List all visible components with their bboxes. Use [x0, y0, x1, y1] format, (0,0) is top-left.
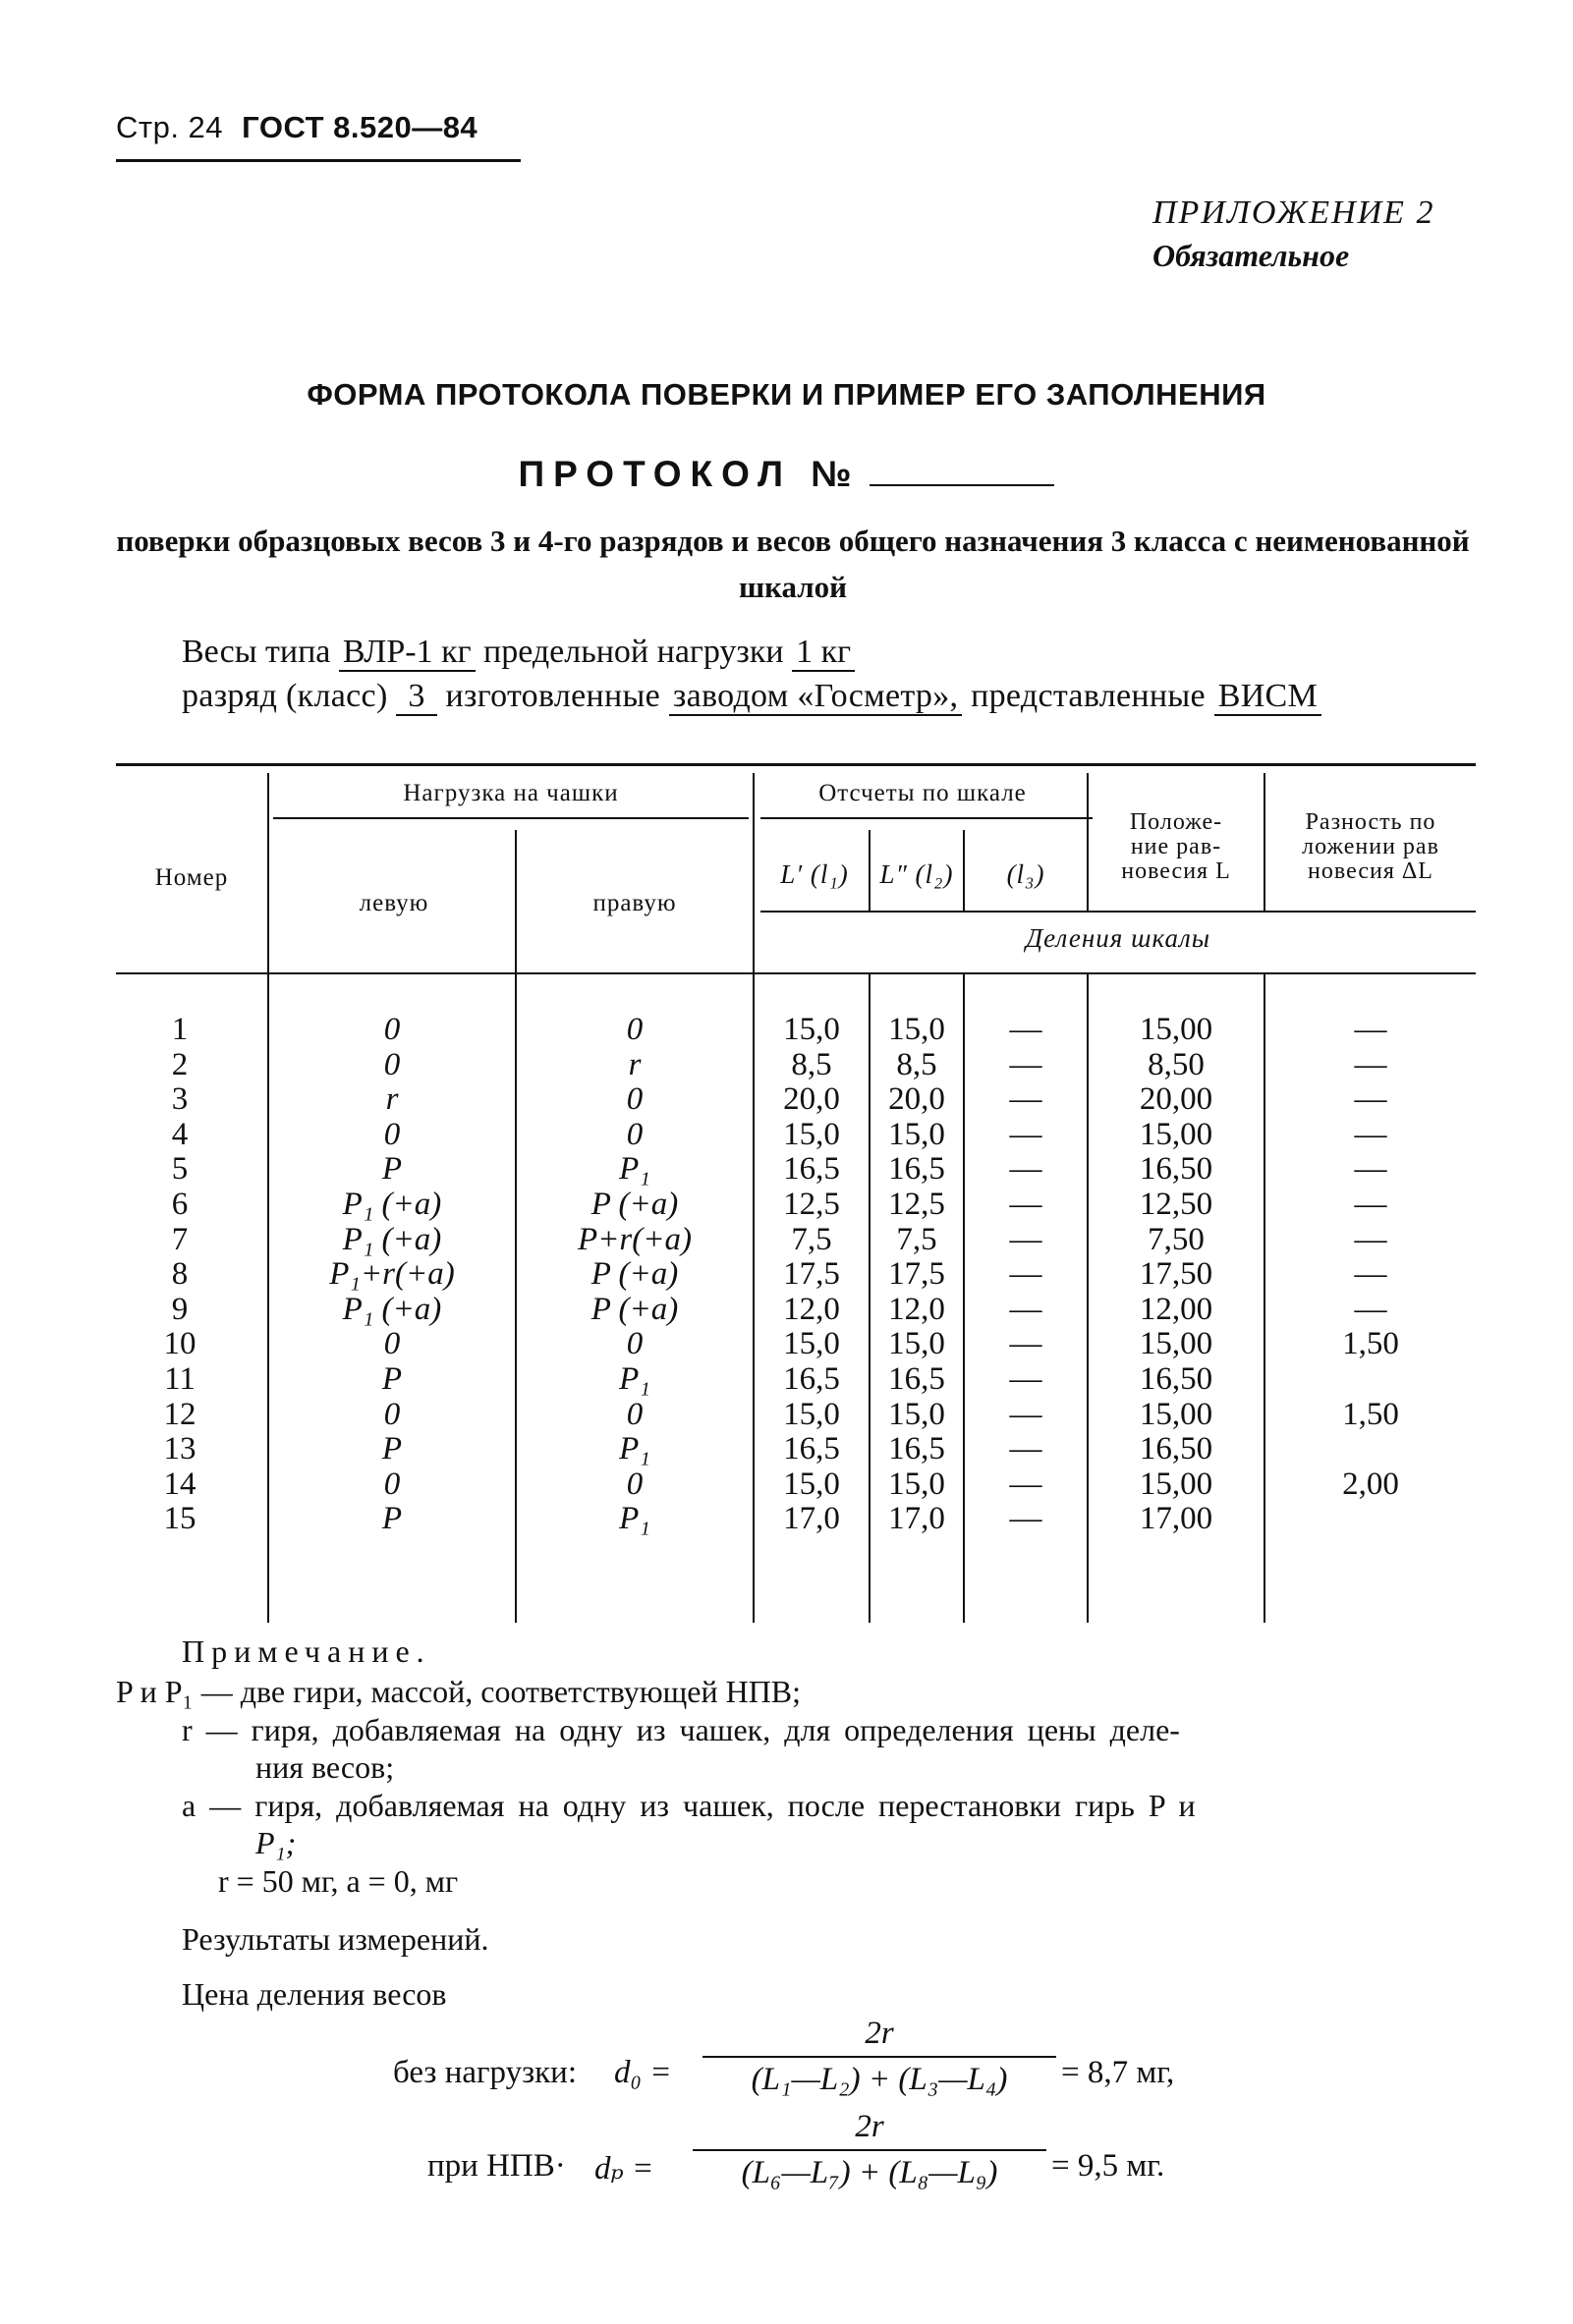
column-l3 — [965, 1013, 1087, 1537]
table-cell-number: 14 — [163, 1466, 197, 1502]
main-title: ФОРМА ПРОТОКОЛА ПОВЕРКИ И ПРИМЕР ЕГО ЗАПОЛНЕНИЯ — [307, 377, 1266, 412]
results-heading: Результаты измерений. — [182, 1921, 489, 1957]
formula-no-load-label: без нагрузки: — [393, 2055, 577, 2090]
table-cell-left: 0 — [383, 1396, 401, 1432]
table-cell-position: 15,00 — [1139, 1326, 1213, 1362]
table-cell-position: 7,50 — [1148, 1221, 1205, 1257]
intro-line-1 — [182, 634, 855, 671]
table-cell-difference: — — [1354, 1116, 1387, 1152]
table-cell-number: 15 — [163, 1501, 197, 1537]
appendix-label: ПРИЛОЖЕНИЕ 2 — [1152, 194, 1435, 231]
table-cell-number: 2 — [171, 1046, 189, 1082]
protocol-title — [0, 454, 1573, 495]
submitted-by-value: ВИСМ — [1214, 678, 1321, 716]
appendix-status: Обязательное — [1152, 238, 1350, 273]
table-cell-left: 0 — [383, 1116, 401, 1152]
table-cell-position: 17,50 — [1139, 1256, 1213, 1293]
table-cell-left: 0 — [383, 1046, 401, 1082]
division-heading: Цена деления весов — [182, 1976, 447, 2012]
column-position — [1089, 1013, 1264, 1537]
maker-value: заводом «Госметр», — [669, 678, 962, 716]
note-1: P и P₁ — две гири, массой, соответствующей НПВ; — [116, 1674, 802, 1709]
load-group-rule — [273, 817, 749, 819]
table-cell-number: 12 — [163, 1396, 197, 1432]
table-cell-l2: 16,5 — [888, 1431, 945, 1467]
table-cell-number: 6 — [171, 1186, 189, 1222]
formula-npv-result: = 9,5 мг. — [1051, 2148, 1165, 2184]
header-position: Положе- ние рав- новесия L — [1121, 809, 1231, 884]
column-difference — [1265, 1013, 1476, 1537]
table-cell-l3: — — [1009, 1256, 1042, 1293]
scale-type-value: ВЛР-1 кг — [339, 634, 476, 672]
table-cell-l3: — — [1009, 1431, 1042, 1467]
header-l1: L′ (l₁) — [780, 859, 849, 889]
table-cell-l3: — — [1009, 1221, 1042, 1257]
table-cell-l1: 16,5 — [783, 1360, 840, 1397]
table-cell-l2: 16,5 — [888, 1360, 945, 1397]
table-cell-l3: — — [1009, 1186, 1042, 1222]
table-cell-number: 9 — [171, 1291, 189, 1327]
table-cell-number: 5 — [171, 1151, 189, 1188]
formula-no-load-fraction — [702, 2016, 1056, 2098]
table-cell-difference: — — [1354, 1012, 1387, 1047]
table-cell-l1: 12,5 — [783, 1186, 840, 1222]
table-cell-l2: 16,5 — [888, 1151, 945, 1188]
table-cell-left: 0 — [383, 1012, 401, 1047]
table-cell-left: P — [381, 1501, 403, 1537]
table-cell-l2: 15,0 — [888, 1326, 945, 1362]
table-cell-l2: 20,0 — [888, 1081, 945, 1118]
table-cell-l1: 8,5 — [791, 1046, 832, 1082]
intro-line-2 — [182, 678, 1321, 715]
note-title: Примечание. — [182, 1633, 431, 1669]
table-cell-right: P₁ — [619, 1501, 650, 1537]
table-cell-l3: — — [1009, 1151, 1042, 1188]
table-cell-position: 8,50 — [1148, 1046, 1205, 1082]
header-units: Деления шкалы — [1025, 923, 1210, 953]
protocol-number-blank — [870, 455, 1054, 486]
table-cell-position: 16,50 — [1139, 1431, 1213, 1467]
table-cell-l1: 16,5 — [783, 1431, 840, 1467]
table-top-rule — [116, 763, 1476, 766]
table-cell-l3: — — [1009, 1012, 1042, 1047]
column-l1 — [755, 1013, 869, 1537]
table-cell-left: P — [381, 1360, 403, 1397]
table-cell-l2: 12,5 — [888, 1186, 945, 1222]
page-label: Стр. 24 — [116, 110, 224, 144]
table-cell-number: 3 — [171, 1081, 189, 1118]
column-right-pan — [517, 1013, 753, 1537]
column-number — [116, 1013, 244, 1537]
table-cell-right: P (+a) — [590, 1256, 679, 1293]
table-cell-right: r — [628, 1046, 642, 1082]
table-cell-difference — [1265, 1362, 1476, 1398]
table-cell-left: P — [381, 1151, 403, 1188]
table-cell-l1: 15,0 — [783, 1396, 840, 1432]
table-cell-left: 0 — [383, 1466, 401, 1502]
table-cell-number: 13 — [163, 1431, 197, 1467]
table-cell-difference — [1265, 1502, 1476, 1537]
table-cell-left: P₁ (+a) — [342, 1291, 442, 1327]
max-load-value: 1 кг — [792, 634, 855, 672]
table-cell-difference: — — [1354, 1221, 1387, 1257]
table-cell-left: P₁+r(+a) — [329, 1256, 455, 1293]
note-3a: a — гиря, добавляемая на одну из чашек, после перестановки гирь P и — [182, 1788, 1196, 1823]
table-cell-l2: 17,5 — [888, 1256, 945, 1293]
table-cell-difference: 1,50 — [1342, 1326, 1399, 1362]
formula-npv-lhs: dₚ = — [594, 2151, 654, 2186]
table-cell-l2: 15,0 — [888, 1116, 945, 1152]
table-cell-right: P (+a) — [590, 1291, 679, 1327]
class-value: 3 — [396, 678, 436, 716]
table-cell-position: 15,00 — [1139, 1012, 1213, 1047]
table-cell-l3: — — [1009, 1396, 1042, 1432]
table-cell-l2: 8,5 — [896, 1046, 937, 1082]
intro-submitted-label: представленные — [971, 678, 1206, 714]
table-cell-l3: — — [1009, 1360, 1042, 1397]
table-cell-l1: 7,5 — [791, 1221, 832, 1257]
table-cell-right: P₁ — [619, 1151, 650, 1188]
table-cell-right: 0 — [626, 1396, 644, 1432]
fraction-bar — [693, 2149, 1046, 2151]
table-cell-l3: — — [1009, 1081, 1042, 1118]
table-cell-position: 20,00 — [1139, 1081, 1213, 1118]
header-bottom-rule — [116, 972, 1476, 974]
table-cell-position: 15,00 — [1139, 1466, 1213, 1502]
intro-type-label: Весы типа — [182, 634, 331, 670]
table-cell-l2: 12,0 — [888, 1291, 945, 1327]
table-cell-number: 10 — [163, 1326, 197, 1362]
table-cell-right: 0 — [626, 1116, 644, 1152]
readings-group-rule — [760, 817, 1093, 819]
header-difference: Разность по ложении рав новесия ΔL — [1302, 809, 1439, 884]
note-2a: r — гиря, добавляемая на одну из чашек, для определения цены деле- — [182, 1712, 1180, 1747]
table-cell-right: 0 — [626, 1081, 644, 1118]
table-cell-difference: — — [1354, 1291, 1387, 1327]
table-cell-l3: — — [1009, 1291, 1042, 1327]
standard-number: ГОСТ 8.520—84 — [242, 110, 478, 144]
formula-npv-fraction — [693, 2109, 1046, 2191]
table-cell-position: 16,50 — [1139, 1151, 1213, 1188]
units-rule — [760, 911, 1476, 913]
formula-no-load-result: = 8,7 мг, — [1061, 2055, 1175, 2090]
table-cell-l1: 15,0 — [783, 1326, 840, 1362]
table-cell-l3: — — [1009, 1326, 1042, 1362]
table-cell-l1: 15,0 — [783, 1012, 840, 1047]
table-cell-right: 0 — [626, 1326, 644, 1362]
table-cell-difference: — — [1354, 1256, 1387, 1293]
table-cell-left: r — [385, 1081, 399, 1118]
table-cell-left: P₁ (+a) — [342, 1186, 442, 1222]
table-cell-position: 15,00 — [1139, 1396, 1213, 1432]
table-cell-number: 7 — [171, 1221, 189, 1257]
protocol-title-text: ПРОТОКОЛ № — [518, 454, 861, 494]
table-cell-difference — [1265, 1432, 1476, 1467]
table-cell-position: 12,50 — [1139, 1186, 1213, 1222]
table-cell-number: 1 — [171, 1012, 189, 1047]
formula-no-load-lhs: d₀ = — [614, 2055, 672, 2090]
table-cell-l1: 12,0 — [783, 1291, 840, 1327]
table-cell-difference: 2,00 — [1342, 1466, 1399, 1502]
protocol-subtitle: поверки образцовых весов 3 и 4-го разрядов и весов общего назначения 3 класса с неименованной шкалой — [116, 524, 1470, 604]
table-cell-l2: 7,5 — [896, 1221, 937, 1257]
formula-npv-denominator: (L₆—L₇) + (L₈—L₉) — [741, 2155, 998, 2190]
table-cell-l3: — — [1009, 1116, 1042, 1152]
note-3b: P₁; — [255, 1825, 297, 1860]
column-l2 — [871, 1013, 963, 1537]
table-cell-right: 0 — [626, 1466, 644, 1502]
intro-load-label: предельной нагрузки — [483, 634, 784, 670]
table-cell-l1: 17,0 — [783, 1501, 840, 1537]
header-number: Номер — [154, 864, 229, 891]
column-left-pan — [269, 1013, 515, 1537]
table-cell-l1: 20,0 — [783, 1081, 840, 1118]
header-rule — [116, 159, 521, 162]
intro-class-label: разряд (класс) — [182, 678, 388, 714]
table-cell-difference: — — [1354, 1186, 1387, 1222]
formula-no-load-numerator: 2r — [865, 2016, 894, 2051]
table-cell-difference: 1,50 — [1342, 1396, 1399, 1432]
header-readings-group: Отсчеты по шкале — [818, 780, 1027, 806]
table-cell-l1: 15,0 — [783, 1116, 840, 1152]
appendix-block — [1152, 194, 1477, 274]
table-cell-l1: 16,5 — [783, 1151, 840, 1188]
table-cell-right: P₁ — [619, 1431, 650, 1467]
header-l3: (l₃) — [1006, 859, 1045, 889]
table-cell-l3: — — [1009, 1466, 1042, 1502]
table-cell-l1: 17,5 — [783, 1256, 840, 1293]
table-cell-number: 11 — [164, 1360, 196, 1397]
fraction-bar — [702, 2056, 1056, 2058]
table-cell-number: 4 — [171, 1116, 189, 1152]
table-cell-position: 12,00 — [1139, 1291, 1213, 1327]
table-cell-position: 17,00 — [1139, 1501, 1213, 1537]
table-cell-difference: — — [1354, 1081, 1387, 1118]
header-load-group: Нагрузка на чашки — [403, 780, 619, 806]
intro-maker-label: изготовленные — [445, 678, 661, 714]
table-cell-position: 16,50 — [1139, 1360, 1213, 1397]
table-cell-difference: — — [1354, 1046, 1387, 1082]
table-cell-l2: 15,0 — [888, 1466, 945, 1502]
header-l2: L″ (l₂) — [879, 859, 954, 889]
running-head — [116, 110, 478, 145]
table-cell-number: 8 — [171, 1256, 189, 1293]
table-cell-right: P (+a) — [590, 1186, 679, 1222]
table-cell-difference: — — [1354, 1151, 1387, 1188]
table-cell-l3: — — [1009, 1046, 1042, 1082]
table-cell-l2: 17,0 — [888, 1501, 945, 1537]
formula-npv-label: при НПВ· — [427, 2148, 566, 2184]
note-4: r = 50 мг, a = 0, мг — [218, 1863, 459, 1899]
table-cell-l2: 15,0 — [888, 1396, 945, 1432]
note-2b: ния весов; — [255, 1749, 395, 1785]
header-right-pan: правую — [592, 890, 677, 916]
table-cell-l2: 15,0 — [888, 1012, 945, 1047]
formula-no-load-denominator: (L₁—L₂) + (L₃—L₄) — [751, 2062, 1008, 2097]
table-cell-l3: — — [1009, 1501, 1042, 1537]
table-cell-left: P₁ (+a) — [342, 1221, 442, 1257]
table-cell-position: 15,00 — [1139, 1116, 1213, 1152]
header-left-pan: левую — [359, 890, 429, 916]
table-cell-right: P₁ — [619, 1360, 650, 1397]
protocol-table — [116, 763, 1476, 1628]
table-cell-left: P — [381, 1431, 403, 1467]
table-cell-left: 0 — [383, 1326, 401, 1362]
table-cell-right: 0 — [626, 1012, 644, 1047]
table-cell-l1: 15,0 — [783, 1466, 840, 1502]
formula-npv-numerator: 2r — [855, 2109, 884, 2144]
table-cell-right: P+r(+a) — [577, 1221, 692, 1257]
